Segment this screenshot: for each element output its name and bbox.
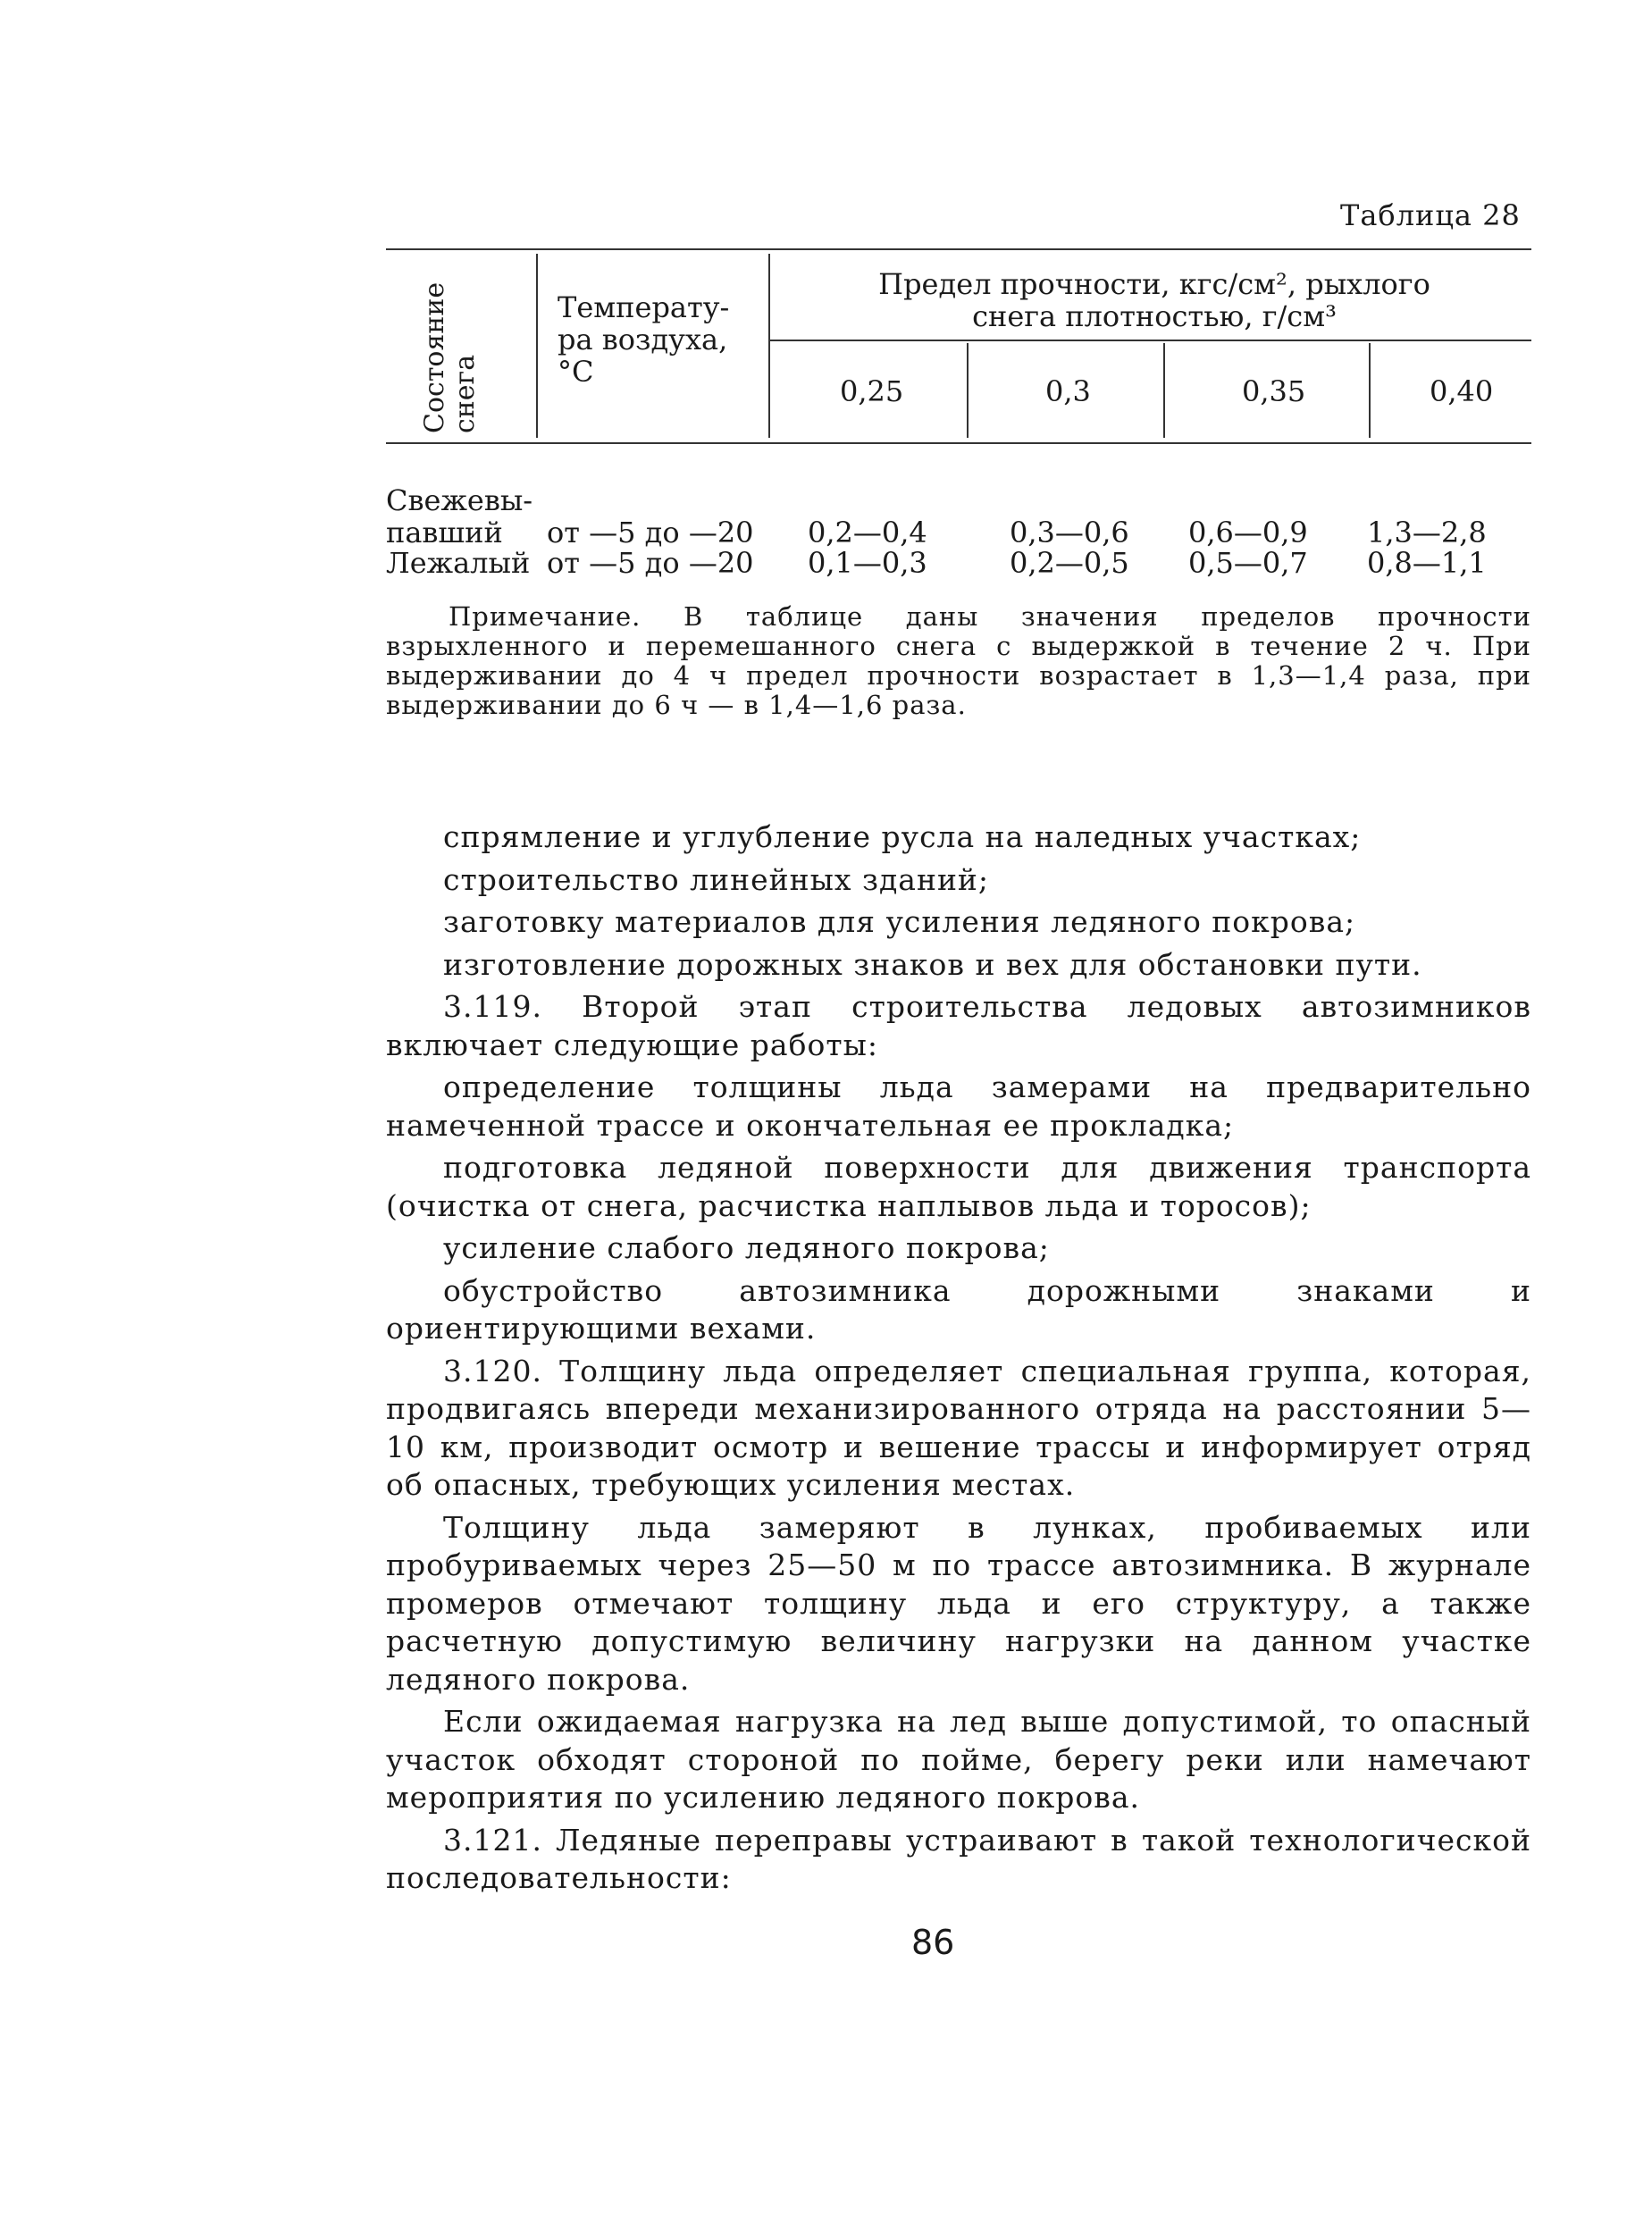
header-snow-state: Состояние снега <box>419 281 481 433</box>
table-caption: Таблица 28 <box>1340 198 1521 232</box>
row-temperature: от —5 до —20 <box>547 516 754 549</box>
paragraph: подготовка ледяной поверхности для движения транспорта (очистка от снега, расчистка наплывов льда и торосов); <box>386 1150 1531 1223</box>
row-value: 0,3—0,6 <box>1010 516 1129 549</box>
header-density: 0,35 <box>1242 374 1306 408</box>
body-text <box>386 818 1531 1902</box>
col-divider-1 <box>536 254 538 438</box>
table-note: Примечание. В таблице даны значения пределов прочности взрыхленного и перемешанного снега с выдержкой в течение 2 ч. При выдерживании до 4 ч предел прочности возрастает в 1,3—1,4 раза, при выдерживании до 6 ч — в 1,4—1,6 раза. <box>386 601 1531 720</box>
col-divider-5 <box>1369 343 1371 438</box>
paragraph: 3.120. Толщину льда определяет специальная группа, которая, продвигаясь впереди механизированного отряда на расстоянии 5—10 км, производит осмотр и вешение трассы и информирует отряд об опасных, требующих усиления местах. <box>386 1353 1531 1502</box>
table-header-rule <box>386 442 1531 444</box>
row-value: 1,3—2,8 <box>1367 516 1487 549</box>
col-divider-3 <box>967 343 969 438</box>
paragraph: изготовление дорожных знаков и вех для обстановки пути. <box>443 946 1422 982</box>
header-density: 0,25 <box>840 374 904 408</box>
paragraph: усиление слабого ледяного покрова; <box>443 1230 1050 1265</box>
header-air-temperature <box>558 291 729 388</box>
col-divider-2 <box>768 254 770 438</box>
table-top-rule <box>386 248 1531 250</box>
page-number: 86 <box>911 1923 955 1962</box>
header-density: 0,40 <box>1430 374 1494 408</box>
row-value: 0,2—0,4 <box>808 516 927 549</box>
paragraph: спрямление и углубление русла на наледных участках; <box>443 819 1362 854</box>
paragraph: определение толщины льда замерами на предварительно намеченной трассе и окончательная ее прокладка; <box>386 1069 1531 1143</box>
col-divider-4 <box>1163 343 1165 438</box>
row-value: 0,1—0,3 <box>808 546 927 580</box>
paragraph: 3.121. Ледяные переправы устраивают в такой технологической последовательности: <box>386 1822 1531 1895</box>
row-state: павший <box>386 516 503 549</box>
paragraph: Если ожидаемая нагрузка на лед выше допустимой, то опасный участок обходят стороной по пойме, берегу реки или намечают мероприятия по усилению ледяного покрова. <box>386 1704 1531 1815</box>
row-state: Лежалый <box>386 546 531 580</box>
row-value: 0,5—0,7 <box>1188 546 1308 580</box>
header-air-temperature-line: ра воздуха, <box>558 323 728 356</box>
row-state: Свежевы- <box>386 483 533 517</box>
row-value: 0,2—0,5 <box>1010 546 1129 580</box>
row-temperature: от —5 до —20 <box>547 546 754 580</box>
paragraph: обустройство автозимника дорожными знаками и ориентирующими вехами. <box>386 1272 1531 1346</box>
paragraph: заготовку материалов для усиления ледяного покрова; <box>443 904 1356 939</box>
header-air-temperature-line: °C <box>558 355 594 389</box>
paragraph: Толщину льда замеряют в лунках, пробиваемых или пробуриваемых через 25—50 м по трассе автозимника. В журнале промеров отмечают толщину льда и его структуру, а также расчетную допустимую величину нагрузки на данном участке ледяного покрова. <box>386 1509 1531 1697</box>
row-value: 0,8—1,1 <box>1367 546 1487 580</box>
header-density: 0,3 <box>1045 374 1091 408</box>
header-strength-line: снега плотностью, г/см³ <box>972 299 1337 333</box>
header-air-temperature-line: Температу- <box>558 290 730 324</box>
row-value: 0,6—0,9 <box>1188 516 1308 549</box>
header-strength-group <box>777 268 1531 332</box>
density-subheader-rule <box>768 340 1531 341</box>
paragraph: строительство линейных зданий; <box>443 861 990 897</box>
header-strength-line: Предел прочности, кгс/см², рыхлого <box>878 267 1430 301</box>
paragraph: 3.119. Второй этап строительства ледовых автозимников включает следующие работы: <box>386 989 1531 1062</box>
